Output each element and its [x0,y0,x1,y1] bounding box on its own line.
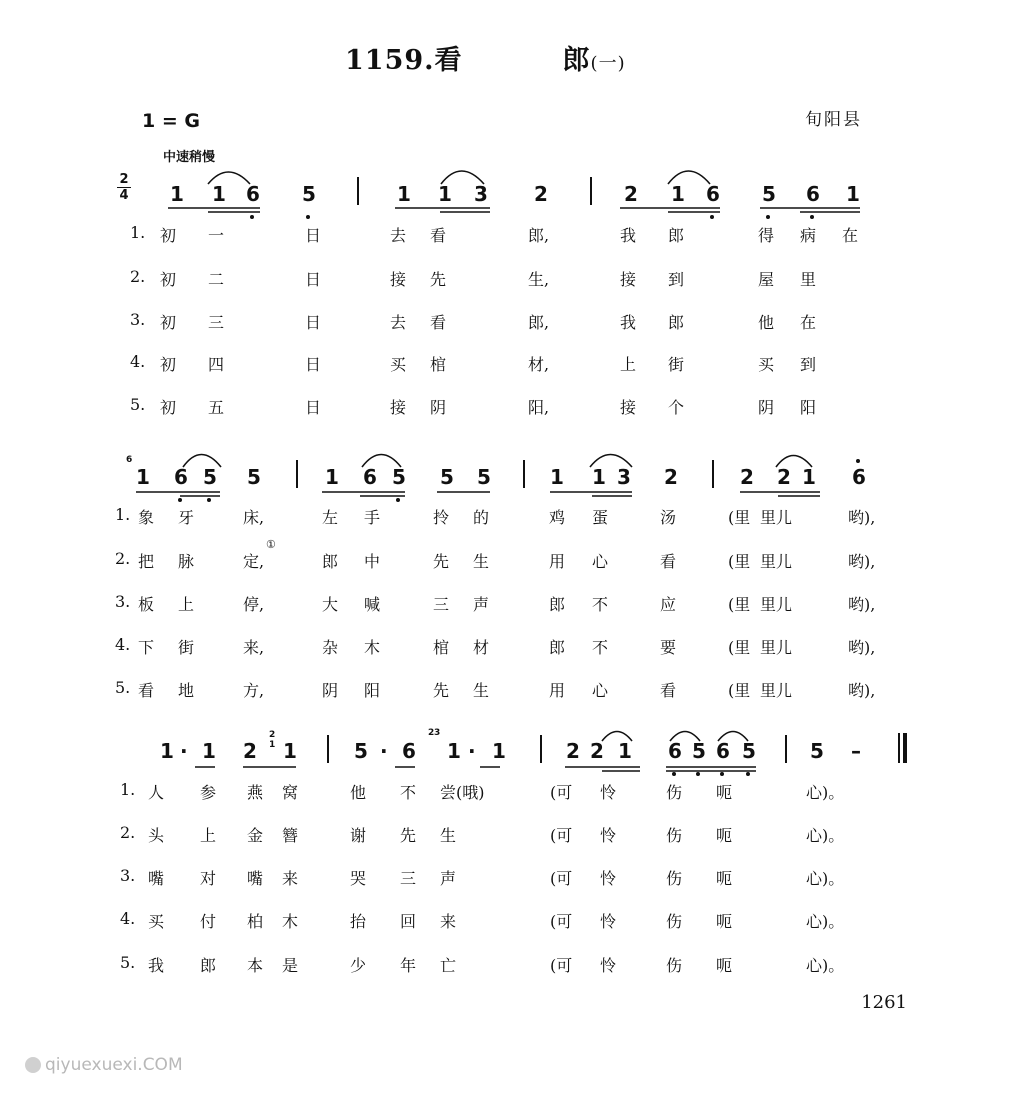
lyric-syllable: 4. [115,635,131,654]
key-signature: 1 = G [142,110,200,132]
lyric-syllable: 在 [842,226,859,245]
lyric-syllable: 呃 [716,912,733,931]
lyric-syllable: 怜 [600,869,617,888]
lyric-syllable: 来 [282,869,299,888]
lyric-syllable: 杂 [322,638,339,657]
lyric-syllable: 先 [433,552,450,571]
lyric-syllable: 郎 [200,956,217,975]
lyric-syllable: 他 [350,783,367,802]
lyric-syllable: 不 [592,595,609,614]
lyric-syllable: 日 [305,226,322,245]
lyric-syllable: 去 [390,226,407,245]
lyric-syllable: 1. [130,223,146,242]
note: 1 [846,182,860,206]
lyric-syllable: 心)。 [806,912,845,931]
lyric-syllable: 板 [138,595,155,614]
note: 6 [716,739,730,763]
slur [602,732,632,742]
lyric-syllable: 3. [130,310,146,329]
lyric-syllable: 他 [758,313,775,332]
note: · [180,739,188,763]
lyric-syllable: 方, [243,681,265,700]
note: 6 [668,739,682,763]
lyric-syllable: 2. [120,823,136,842]
lyric-syllable: 日 [305,270,322,289]
lyric-syllable: 里儿 [760,681,793,700]
lyric-syllable: 2. [130,267,146,286]
lyric-syllable: 接 [620,398,637,417]
lyric-syllable: 呃 [716,783,733,802]
note: 3 [474,182,488,206]
lyric-syllable: (里 [728,595,751,614]
lyric-syllable: 伤 [666,956,683,975]
lyric-syllable: 4. [120,909,136,928]
note: 1 [202,739,216,763]
note: 6 [706,182,720,206]
lyric-syllable: 日 [305,355,322,374]
note: 2 [664,465,678,489]
note: 6 [246,182,260,206]
lyric-syllable: 看 [660,552,677,571]
lyric-syllable: 阴 [430,398,447,417]
lyric-syllable: 三 [400,869,417,888]
lyric-syllable: 哟), [848,681,876,700]
lyric-syllable: 阳, [528,398,550,417]
lyric-syllable: 日 [305,398,322,417]
lyric-syllable: 谢 [350,826,367,845]
lyric-syllable: 脉 [178,552,195,571]
lyric-syllable: (里 [728,508,751,527]
lyric-syllable: 金 [247,826,264,845]
lyric-syllable: 三 [433,595,450,614]
lyric-syllable: 心 [592,552,609,571]
lyric-syllable: 大 [322,595,339,614]
lyric-syllable: 阴 [758,398,775,417]
lyric-syllable: 得 [758,226,775,245]
note: 2 [590,739,604,763]
lyric-syllable: 初 [160,313,177,332]
note: 1 [212,182,226,206]
slur [183,455,221,468]
note: 5 [247,465,261,489]
lyric-syllable: (里 [728,552,751,571]
lyric-syllable: 生 [473,552,490,571]
lyric-syllable: 呃 [716,869,733,888]
slur [590,455,632,468]
lyric-syllable: 上 [200,826,217,845]
lyric-syllable: 喊 [364,595,381,614]
lyric-syllable: 我 [620,226,637,245]
lyric-syllable: 街 [178,638,195,657]
lyric-syllable: 对 [200,869,217,888]
lyric-syllable: 初 [160,355,177,374]
lyric-syllable: 郎 [322,552,339,571]
lyric-syllable: 年 [400,956,417,975]
lyric-syllable: 接 [390,270,407,289]
lyric-syllable: 5. [115,678,131,697]
lyric-syllable: 生 [473,681,490,700]
note: 1 [550,465,564,489]
note: 2 [624,182,638,206]
lyric-syllable: 抬 [350,912,367,931]
note: 1 [397,182,411,206]
lyric-syllable: 下 [138,638,155,657]
lyric-syllable: 郎 [549,638,566,657]
lyric-syllable: 怜 [600,826,617,845]
lyric-syllable: 是 [282,956,299,975]
lyric-syllable: 哟), [848,552,876,571]
note: 1 [136,465,150,489]
lyric-syllable: 买 [758,355,775,374]
lyric-syllable: 左 [322,508,339,527]
note: 2 [534,182,548,206]
lyric-syllable: 鸡 [549,508,566,527]
lyric-syllable: 木 [364,638,381,657]
note: 5 [477,465,491,489]
lyric-syllable: 人 [148,783,165,802]
note: 1 [438,182,452,206]
lyric-syllable: 先 [400,826,417,845]
slur [670,732,700,742]
lyric-syllable: 用 [549,681,566,700]
lyric-syllable: 不 [592,638,609,657]
lyric-syllable: 2. [115,549,131,568]
note: 1 [447,739,461,763]
page-title: 1159.看 郎(一) [345,45,626,76]
tempo-marking: 中速稍慢 [163,150,216,165]
lyric-syllable: 呃 [716,826,733,845]
lyric-syllable: 里儿 [760,595,793,614]
note: 6 [363,465,377,489]
grace-note: 6 [126,455,133,465]
lyric-syllable: 一 [208,226,225,245]
lyric-syllable: 生 [440,826,457,845]
lyric-syllable: 四 [208,355,225,374]
lyric-syllable: 床, [243,508,265,527]
watermark: qiyuexuexi.COM [25,1055,183,1075]
lyric-syllable: 定, [243,552,265,571]
lyric-syllable: 要 [660,638,677,657]
lyric-syllable: 买 [148,912,165,931]
lyric-syllable: 应 [660,595,677,614]
note: 6 [402,739,416,763]
lyric-syllable: 哟), [848,508,876,527]
lyric-syllable: 个 [668,398,685,417]
lyric-syllable: 看 [660,681,677,700]
note: 5 [354,739,368,763]
lyric-syllable: 来 [440,912,457,931]
lyric-syllable: 棺 [430,355,447,374]
lyric-syllable: 看 [430,226,447,245]
lyric-syllable: 5. [130,395,146,414]
lyric-syllable: 初 [160,398,177,417]
lyric-syllable: 呃 [716,956,733,975]
grace-note: 2 [428,728,435,738]
lyric-syllable: 心 [592,681,609,700]
grace-note: 2 [269,730,276,740]
lyric-syllable: 生, [528,270,550,289]
lyric-syllable: 5. [120,953,136,972]
lyric-syllable: 来, [243,638,265,657]
lyric-syllable: 到 [668,270,685,289]
lyric-syllable: 我 [620,313,637,332]
note: 1 [592,465,606,489]
note: 1 [671,182,685,206]
lyric-syllable: 哭 [350,869,367,888]
lyric-syllable: 先 [430,270,447,289]
note: 1 [160,739,174,763]
slur [208,172,250,184]
lyric-syllable: (可 [550,869,573,888]
note: 6 [174,465,188,489]
lyric-syllable: 尝(哦) [440,783,485,802]
lyric-syllable: 嘴 [148,869,165,888]
lyric-syllable: 4. [130,352,146,371]
lyric-syllable: 郎, [528,226,550,245]
lyric-syllable: 先 [433,681,450,700]
lyric-syllable: 心)。 [806,826,845,845]
note: 1 [802,465,816,489]
lyric-syllable: 伤 [666,912,683,931]
lyric-syllable: 伤 [666,826,683,845]
note: 2 [566,739,580,763]
lyric-syllable: 把 [138,552,155,571]
lyric-syllable: 阳 [800,398,817,417]
lyric-syllable: 郎 [549,595,566,614]
slur [441,171,484,184]
lyric-syllable: 拎 [433,508,450,527]
lyric-syllable: 手 [364,508,381,527]
grace-note: 1 [269,740,276,750]
lyric-syllable: 哟), [848,595,876,614]
lyric-syllable: 街 [668,355,685,374]
lyric-syllable: 初 [160,226,177,245]
lyric-syllable: 初 [160,270,177,289]
lyric-syllable: 看 [138,681,155,700]
note: 6 [852,465,866,489]
time-signature: 2 4 [117,172,131,203]
note: 5 [392,465,406,489]
note: 5 [762,182,776,206]
lyric-syllable: 材 [473,638,490,657]
lyric-syllable: (可 [550,826,573,845]
lyric-syllable: 1. [115,505,131,524]
lyric-syllable: 郎 [668,226,685,245]
note: · [468,739,476,763]
lyric-syllable: 里 [800,270,817,289]
lyric-syllable: 不 [400,783,417,802]
note: · [380,739,388,763]
note: 5 [302,182,316,206]
footnote-mark: ① [266,538,276,551]
lyric-syllable: 用 [549,552,566,571]
lyric-syllable: 心)。 [806,956,845,975]
lyric-syllable: 五 [208,398,225,417]
lyric-syllable: 声 [473,595,490,614]
lyric-syllable: 上 [620,355,637,374]
lyric-syllable: (可 [550,912,573,931]
note: 1 [170,182,184,206]
lyric-syllable: 三 [208,313,225,332]
lyric-syllable: 中 [364,552,381,571]
lyric-syllable: 3. [115,592,131,611]
note: – [851,739,861,763]
note: 2 [740,465,754,489]
lyric-syllable: 阳 [364,681,381,700]
lyric-syllable: 去 [390,313,407,332]
lyric-syllable: 地 [178,681,195,700]
lyric-syllable: 的 [473,508,490,527]
lyric-syllable: 燕 [247,783,264,802]
lyric-syllable: 柏 [247,912,264,931]
lyric-syllable: 付 [200,912,217,931]
lyric-syllable: 材, [528,355,550,374]
lyric-syllable: 阴 [322,681,339,700]
lyric-syllable: 到 [800,355,817,374]
lyric-syllable: 接 [390,398,407,417]
lyric-syllable: 上 [178,595,195,614]
lyric-syllable: 怜 [600,912,617,931]
lyric-syllable: 参 [200,783,217,802]
lyric-syllable: (可 [550,956,573,975]
page-number: 1261 [861,992,907,1013]
lyric-syllable: 声 [440,869,457,888]
lyric-syllable: 回 [400,912,417,931]
note: 2 [243,739,257,763]
lyric-syllable: 屋 [758,270,775,289]
slur [668,171,710,184]
lyric-syllable: 棺 [433,638,450,657]
lyric-syllable: 头 [148,826,165,845]
lyric-syllable: 买 [390,355,407,374]
note: 1 [492,739,506,763]
lyric-syllable: 日 [305,313,322,332]
lyric-syllable: 怜 [600,783,617,802]
note: 5 [203,465,217,489]
lyric-syllable: 里儿 [760,638,793,657]
note: 1 [618,739,632,763]
lyric-syllable: 木 [282,912,299,931]
lyric-syllable: 心)。 [806,869,845,888]
lyric-syllable: 窝 [282,783,299,802]
lyric-syllable: 停, [243,595,265,614]
note: 2 [777,465,791,489]
lyric-syllable: (里 [728,638,751,657]
slur [776,456,812,468]
lyric-syllable: 我 [148,956,165,975]
lyric-syllable: 蛋 [592,508,609,527]
region-label: 旬阳县 [805,110,862,130]
lyric-syllable: 伤 [666,783,683,802]
lyric-syllable: 牙 [178,508,195,527]
lyric-syllable: 郎 [668,313,685,332]
note: 1 [325,465,339,489]
lyric-syllable: 3. [120,866,136,885]
lyric-syllable: 病 [800,226,817,245]
lyric-syllable: 本 [247,956,264,975]
lyric-syllable: 象 [138,508,155,527]
lyric-syllable: 少 [350,956,367,975]
lyric-syllable: 郎, [528,313,550,332]
lyric-syllable: 接 [620,270,637,289]
grace-note: 3 [434,728,441,738]
slur [362,455,401,468]
lyric-syllable: 汤 [660,508,677,527]
lyric-syllable: 伤 [666,869,683,888]
lyric-syllable: 心)。 [806,783,845,802]
lyric-syllable: 1. [120,780,136,799]
lyric-syllable: 里儿 [760,552,793,571]
note: 5 [742,739,756,763]
lyric-syllable: 哟), [848,638,876,657]
lyric-syllable: 嘴 [247,869,264,888]
lyric-syllable: (可 [550,783,573,802]
lyric-syllable: (里 [728,681,751,700]
lyric-syllable: 怜 [600,956,617,975]
lyric-syllable: 亡 [440,956,457,975]
lyric-syllable: 簪 [282,826,299,845]
note: 5 [692,739,706,763]
note: 5 [810,739,824,763]
lyric-syllable: 在 [800,313,817,332]
lyric-syllable: 里儿 [760,508,793,527]
lyric-syllable: 二 [208,270,225,289]
note: 6 [806,182,820,206]
logo-icon [25,1057,41,1073]
note: 3 [617,465,631,489]
slur [718,732,748,742]
note: 5 [440,465,454,489]
lyric-syllable: 看 [430,313,447,332]
note: 1 [283,739,297,763]
